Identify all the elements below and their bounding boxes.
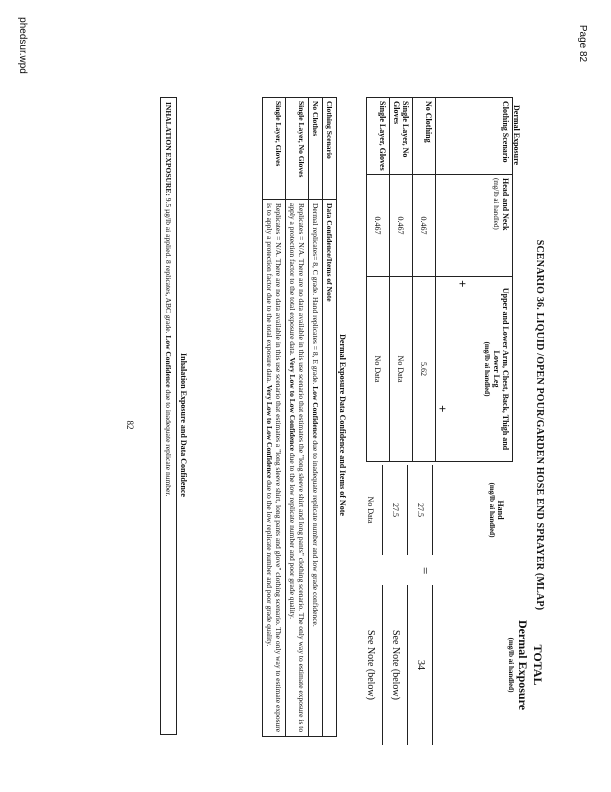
inhalation-title: Inhalation Exposure and Data Confidence — [179, 353, 188, 497]
total-values: 34 See Note (below) See Note (below) — [358, 585, 433, 745]
table-row: Single Layer, No Gloves 0.467 No Data — [390, 98, 413, 462]
table-row: No Clothing 0.467 5.62 — [413, 98, 436, 462]
file-label: phedsur.wpd — [16, 17, 28, 74]
hand-values: 27.5 27.5 No Data — [358, 465, 433, 555]
col-hand: Hand (mg/lb ai handled) — [488, 482, 505, 538]
confidence-title: Dermal Exposure Data Confidence and Items of Note — [338, 334, 347, 516]
table-row: Single Layer, Gloves Replicates = N/A. There are no data available in this use scenario that estimates a "long sleeve shirt, long pants and glove" clothing scenario. The only way to estimate exposure is to apply a protection factor due to the total exposure data. Very Low to Low Confidence due to the low replicate number and poor grade quality. — [263, 98, 286, 737]
page-label: Page 82 — [576, 24, 588, 63]
inhalation-box: INHALATION EXPOSURE: 9.5 µg/lb ai applied. 8 replicates, ABC grade. Low Confidence due to inadequate replicate number. — [160, 97, 177, 735]
col-clothing-scenario: Clothing Scenario — [436, 98, 513, 175]
col-total: TOTAL Dermal Exposure (mg/lb ai handled) — [507, 619, 545, 711]
plus-sign: + — [455, 280, 470, 288]
plus-sign: + — [435, 405, 450, 413]
confidence-table: Clothing Scenario Data Confidence/Items of Note No Clothes Dermal replicates= 8, C grade. Hand replicates = 8, E grade. Low Confidence due to inadequate replicate number and low grade confidence. Single Layer, No Gloves Replicates = N/A. There are no data available in this use scenario that estimates the "long sleeve shirt and long pants" clothing scenario. The only way to estimate exposure is to apply a protection factor to the total exposure data. Very Low to Low Confidence due to the low replicate number and poor grade quality. Single Layer, Gloves Replicates = N/A. There are no data available in this use scenario that estimates a "long sleeve shirt, long pants and glove" clothing scenario. The only way to estimate exposure is to apply a protection factor due to the total exposure data. Very Low to Low Confidence due to the low replicate number and poor grade quality. — [262, 97, 337, 737]
col-head-neck: Head and Neck (mg/lb ai handled) — [436, 175, 513, 277]
scenario-title: SCENARIO 36. LIQUID /OPEN POUR/GARDEN HOSE END SPRAYER (MLAP) — [534, 239, 545, 611]
page-number: 82 — [125, 420, 135, 430]
col-upper-lower: Upper and Lower Arm, Chest, Back, Thigh and Lower Leg (mg/lb ai handled) — [436, 277, 513, 462]
table-row: Single Layer, Gloves 0.467 No Data — [367, 98, 390, 462]
rotated-page-content — [75, 101, 545, 745]
dermal-exposure-label: Dermal Exposure — [512, 105, 521, 166]
table-row: Single Layer, No Gloves Replicates = N/A. There are no data available in this use scenario that estimates the "long sleeve shirt and long pants" clothing scenario. The only way to estimate exposure is to apply a protection factor to the total exposure data. Very Low to Low Confidence due to the low replicate number and poor grade quality. — [286, 98, 309, 737]
equals-sign: = — [418, 567, 433, 575]
table-row: No Clothes Dermal replicates= 8, C grade. Hand replicates = 8, E grade. Low Confidence due to inadequate replicate number and low grade confidence. — [309, 98, 323, 737]
